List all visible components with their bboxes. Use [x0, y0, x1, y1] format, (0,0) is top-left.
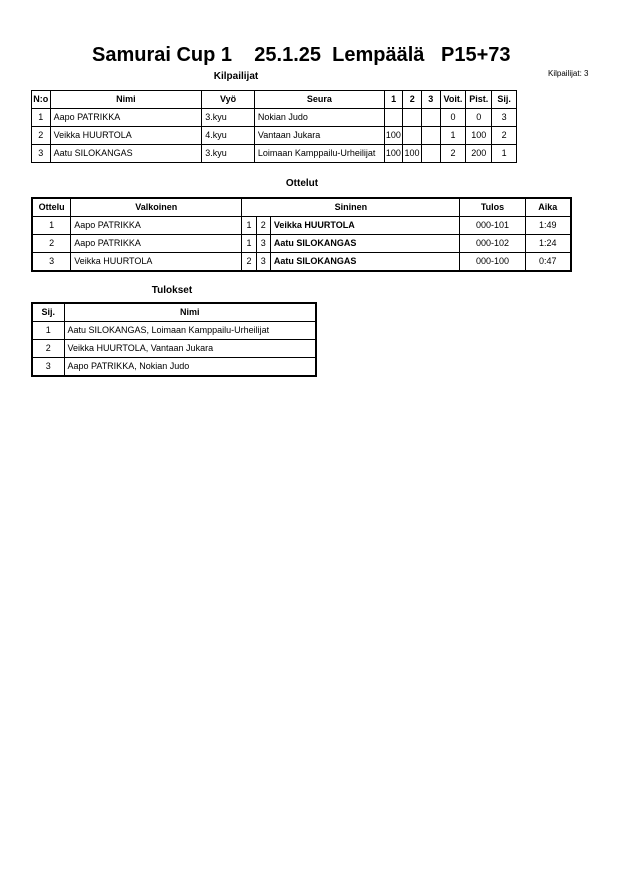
cell-m1: [384, 109, 403, 127]
col-m2: 2: [403, 91, 422, 109]
col-match: Ottelu: [32, 198, 71, 217]
col-time: Aika: [525, 198, 571, 217]
cell-place: 2: [32, 340, 64, 358]
cell-match-no: 1: [32, 217, 71, 235]
cell-white-no: 2: [242, 253, 256, 272]
table-row: [32, 217, 571, 235]
col-name: Nimi: [50, 91, 202, 109]
matches-header-row: [32, 198, 571, 217]
cell-match-no: 3: [32, 253, 71, 272]
col-belt: Vyö: [202, 91, 255, 109]
cell-m3: [422, 145, 441, 163]
cell-m3: [422, 109, 441, 127]
cell-blue: Aatu SILOKANGAS: [270, 235, 460, 253]
col-blue: Sininen: [242, 198, 460, 217]
cell-blue: Veikka HUURTOLA: [270, 217, 460, 235]
cell-m2: [403, 109, 422, 127]
cell-name: Veikka HUURTOLA: [50, 127, 202, 145]
table-row: [32, 253, 571, 272]
col-name: Nimi: [64, 303, 316, 322]
cell-white: Aapo PATRIKKA: [71, 235, 242, 253]
table-row: [32, 322, 316, 340]
cell-no: 3: [32, 145, 51, 163]
matches-table: [31, 197, 572, 272]
col-place: Sij.: [492, 91, 517, 109]
cell-white: Aapo PATRIKKA: [71, 217, 242, 235]
cell-name: Aatu SILOKANGAS: [50, 145, 202, 163]
cell-wins: 2: [440, 145, 466, 163]
table-row: [32, 127, 517, 145]
competitors-header-row: [32, 91, 517, 109]
cell-wins: 1: [440, 127, 466, 145]
cell-blue-no: 3: [256, 235, 270, 253]
cell-name: Aapo PATRIKKA: [50, 109, 202, 127]
cell-no: 2: [32, 127, 51, 145]
cell-club: Loimaan Kamppailu-Urheilijat: [254, 145, 384, 163]
cell-no: 1: [32, 109, 51, 127]
cell-result: 000-101: [460, 217, 525, 235]
cell-name: Veikka HUURTOLA, Vantaan Jukara: [64, 340, 316, 358]
cell-place: 1: [32, 322, 64, 340]
cell-white-no: 1: [242, 217, 256, 235]
cell-wins: 0: [440, 109, 466, 127]
cell-m1: 100: [384, 145, 403, 163]
cell-blue-no: 3: [256, 253, 270, 272]
cell-belt: 3.kyu: [202, 145, 255, 163]
cell-belt: 4.kyu: [202, 127, 255, 145]
cell-points: 100: [466, 127, 492, 145]
results-heading: Tulokset: [151, 285, 193, 296]
cell-place: 2: [492, 127, 517, 145]
col-white: Valkoinen: [71, 198, 242, 217]
cell-place: 3: [32, 358, 64, 377]
table-row: [32, 145, 517, 163]
cell-name: Aatu SILOKANGAS, Loimaan Kamppailu-Urheilijat: [64, 322, 316, 340]
cell-m2: 100: [403, 145, 422, 163]
col-wins: Voit.: [440, 91, 466, 109]
table-row: [32, 109, 517, 127]
table-row: [32, 358, 316, 377]
cell-place: 1: [492, 145, 517, 163]
cell-name: Aapo PATRIKKA, Nokian Judo: [64, 358, 316, 377]
cell-m3: [422, 127, 441, 145]
matches-heading: Ottelut: [285, 178, 319, 189]
col-club: Seura: [254, 91, 384, 109]
cell-time: 1:49: [525, 217, 571, 235]
cell-m2: [403, 127, 422, 145]
cell-m1: 100: [384, 127, 403, 145]
cell-club: Nokian Judo: [254, 109, 384, 127]
competitors-table: [31, 90, 517, 163]
page-title: Samurai Cup 1 25.1.25 Lempäälä P15+73: [92, 44, 511, 66]
col-m3: 3: [422, 91, 441, 109]
cell-result: 000-102: [460, 235, 525, 253]
results-header-row: [32, 303, 316, 322]
cell-points: 0: [466, 109, 492, 127]
results-table: [31, 302, 317, 377]
cell-place: 3: [492, 109, 517, 127]
col-m1: 1: [384, 91, 403, 109]
cell-white-no: 1: [242, 235, 256, 253]
col-place: Sij.: [32, 303, 64, 322]
cell-time: 1:24: [525, 235, 571, 253]
table-row: [32, 340, 316, 358]
col-no: N:o: [32, 91, 51, 109]
cell-points: 200: [466, 145, 492, 163]
cell-blue: Aatu SILOKANGAS: [270, 253, 460, 272]
col-result: Tulos: [460, 198, 525, 217]
cell-club: Vantaan Jukara: [254, 127, 384, 145]
cell-match-no: 2: [32, 235, 71, 253]
cell-time: 0:47: [525, 253, 571, 272]
table-row: [32, 235, 571, 253]
competitors-heading: Kilpailijat: [213, 71, 259, 82]
cell-blue-no: 2: [256, 217, 270, 235]
cell-white: Veikka HUURTOLA: [71, 253, 242, 272]
competitor-count: Kilpailijat: 3: [548, 69, 589, 78]
col-points: Pist.: [466, 91, 492, 109]
cell-result: 000-100: [460, 253, 525, 272]
cell-belt: 3.kyu: [202, 109, 255, 127]
